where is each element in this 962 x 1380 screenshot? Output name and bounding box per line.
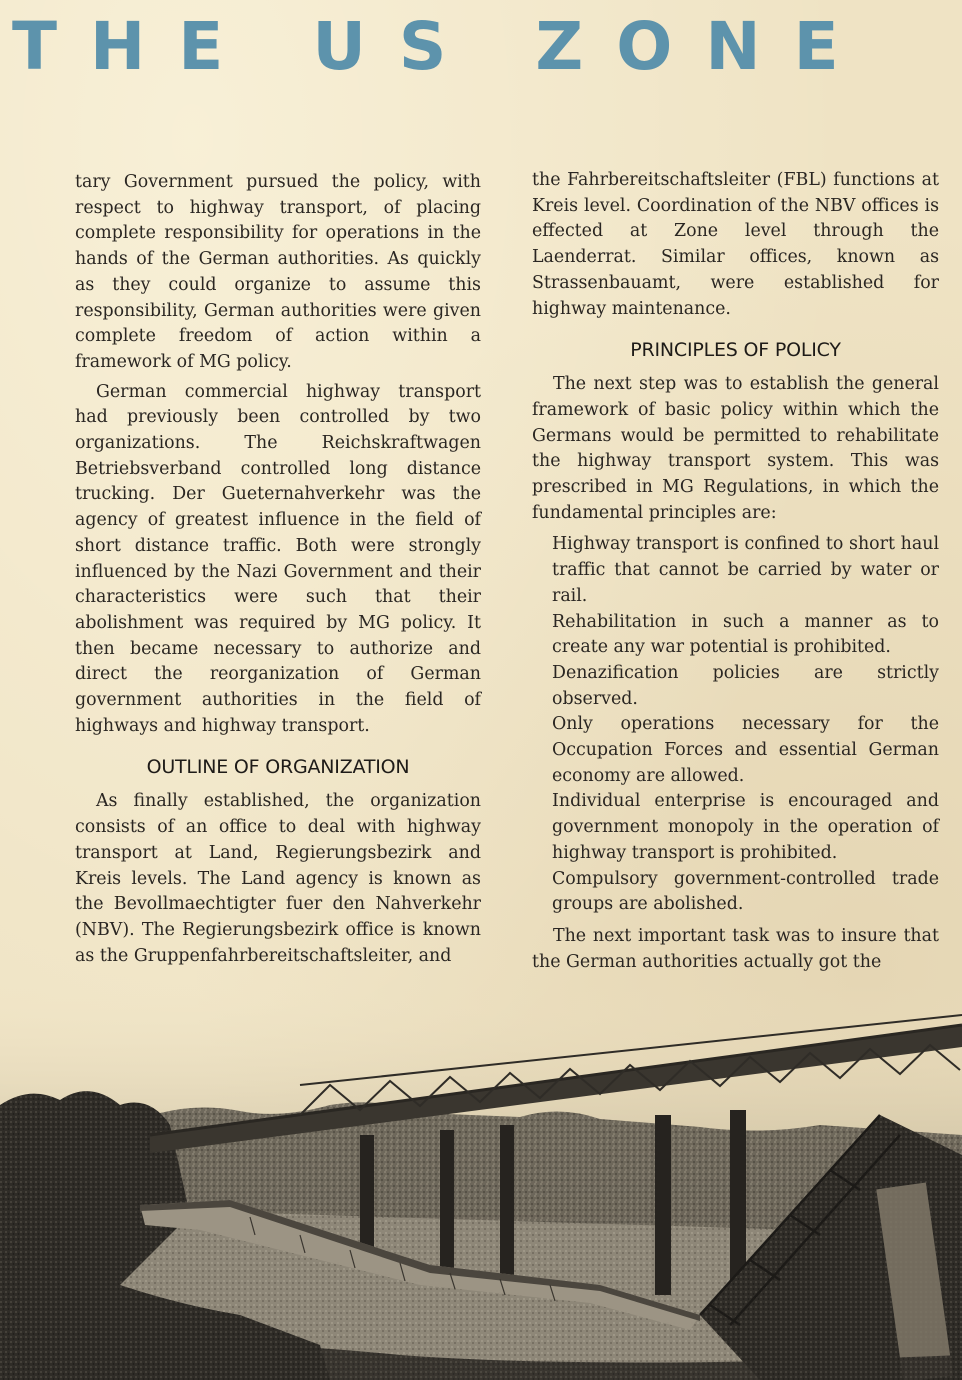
right-paragraph-3: The next important task was to insure that the German authorities actually got the <box>532 925 939 972</box>
principles-list <box>552 532 939 918</box>
left-column <box>75 170 481 973</box>
left-paragraph-2: German commercial highway transport had previously been controlled by two organizations. The Reichskraftwagen Betriebsverband controlled long distance trucking. Der Gueternahverkehr was the agency of greatest influence in the field of short distance traffic. Both were strongly influenced by the Nazi Government and their characteristics were such that their abolishment was required by MG policy. It then became necessary to authorize and direct the reorganization of German government authorities in the field of highways and highway transport. <box>75 381 481 736</box>
principle-item: Only operations necessary for the Occupation Forces and essential German economy are allowed. <box>552 714 939 786</box>
principle-item: Rehabilitation in such a manner as to create any war potential is prohibited. <box>552 611 939 658</box>
principle-item: Denazification policies are strictly observed. <box>552 662 939 709</box>
section-heading-principles: PRINCIPLES OF POLICY <box>630 339 841 362</box>
principle-item: Highway transport is confined to short haul traffic that cannot be carried by water or rail. <box>552 534 939 606</box>
principle-item: Compulsory government-controlled trade groups are abolished. <box>552 868 939 915</box>
left-paragraph-1: tary Government pursued the policy, with respect to highway transport, of placing complete responsibility for operations in the hands of the German authorities. As quickly as they could organize to assume this responsibility, German authorities were given complete freedom of action within a framework of MG policy. <box>75 172 481 372</box>
left-paragraph-3: As finally established, the organization consists of an office to deal with highway transport at Land, Regierungsbezirk and Kreis levels. The Land agency is known as the Bevollmaechtigter fuer den Nahverkehr (NBV). The Regierungsbezirk office is known as the Gruppenfahrbereitschaftsleiter, and <box>75 791 481 966</box>
right-paragraph-2: The next step was to establish the general framework of basic policy within which the Germans would be permitted to rehabilitate the highway transport system. This was prescribed in MG Regulations, in which the fundamental principles are: <box>532 374 939 523</box>
principle-item: Individual enterprise is encouraged and government monopoly in the operation of highway transport is prohibited. <box>552 791 939 863</box>
section-heading-outline: OUTLINE OF ORGANIZATION <box>146 756 410 779</box>
destroyed-bridge-photo <box>0 985 962 1380</box>
page-title: THE US ZONE <box>12 8 872 85</box>
right-column <box>532 168 939 979</box>
right-paragraph-1: the Fahrbereitschaftsleiter (FBL) functions at Kreis level. Coordination of the NBV offices is effected at Zone level through the Laenderrat. Similar offices, known as Strassenbauamt, were established for highway maintenance. <box>532 170 939 319</box>
